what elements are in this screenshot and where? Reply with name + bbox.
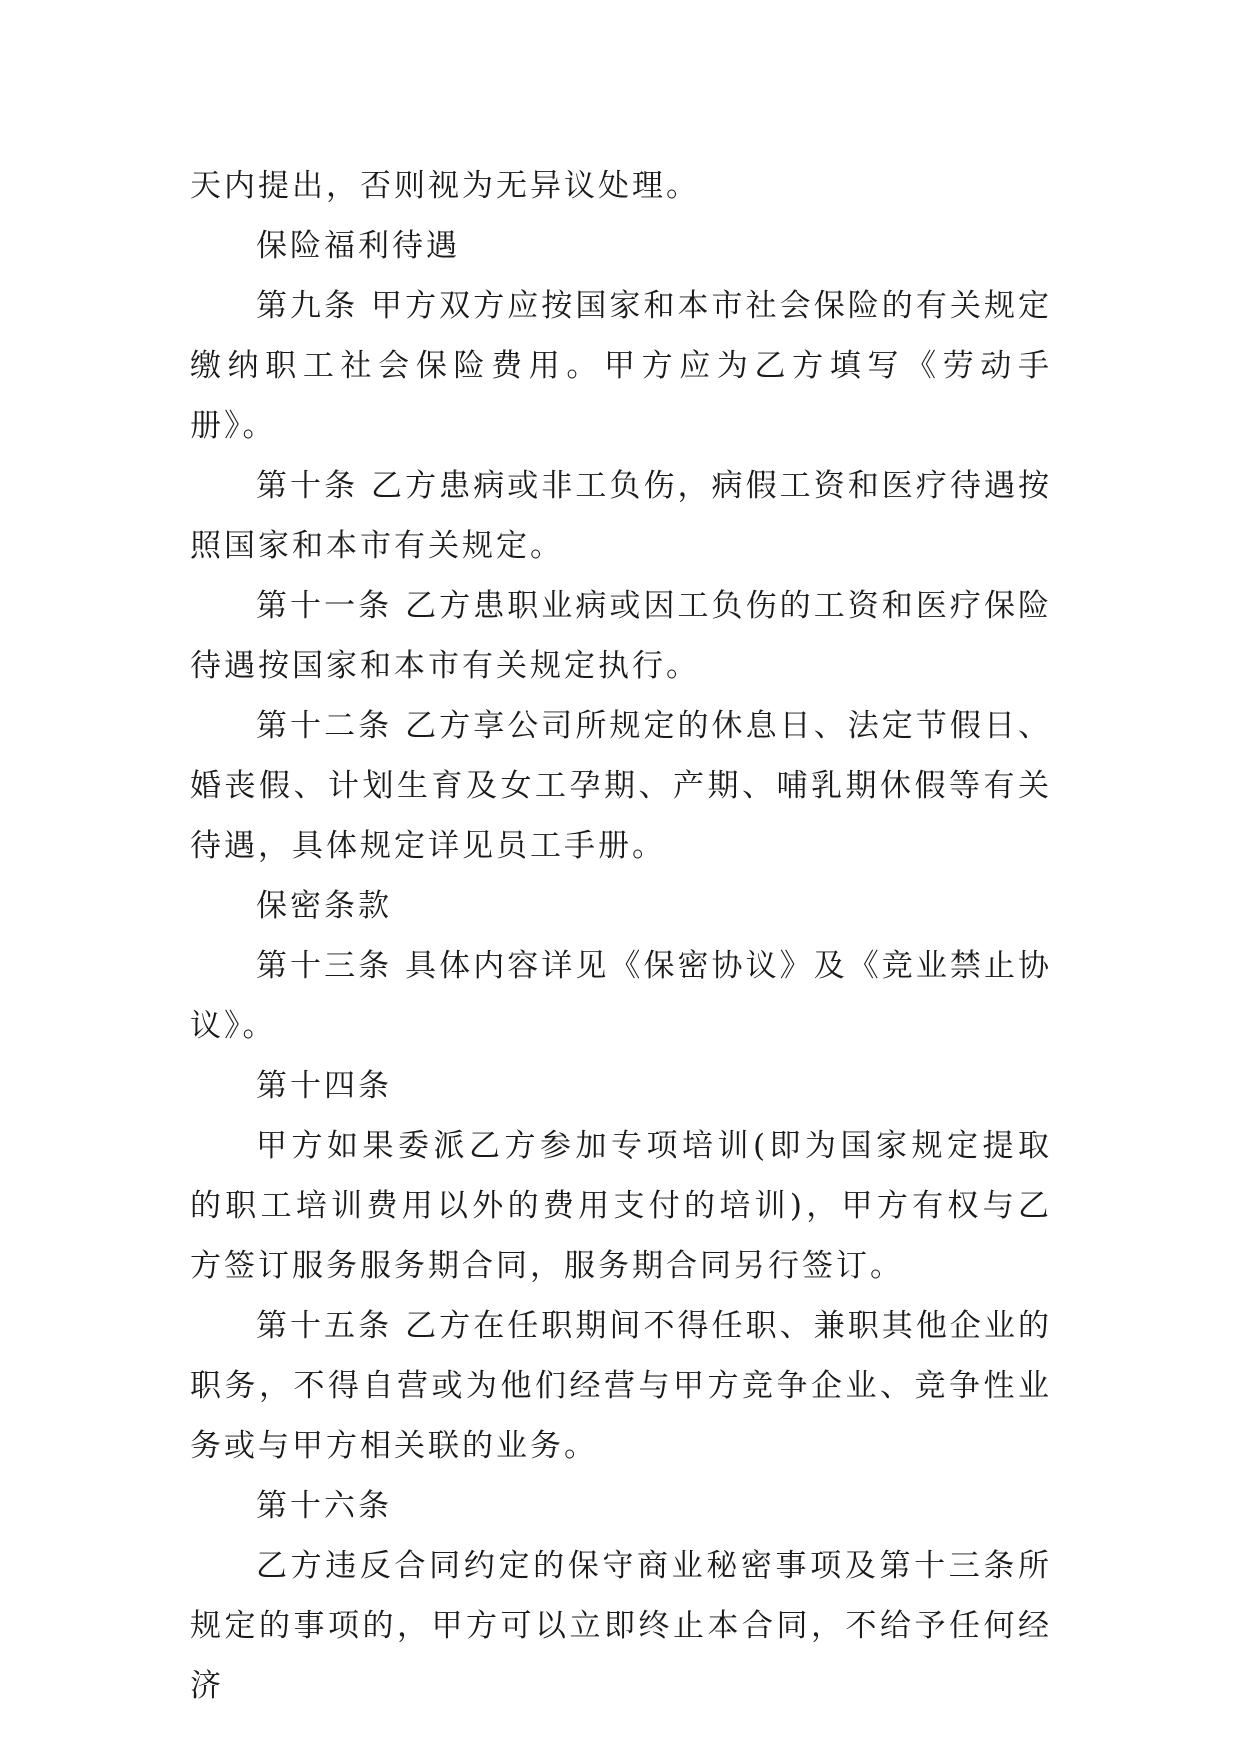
article-16-body: 乙方违反合同约定的保守商业秘密事项及第十三条所规定的事项的，甲方可以立即终止本合同，不给予任何经济: [190, 1548, 1052, 1704]
article-12: 第十二条 乙方享公司所规定的休息日、法定节假日、婚丧假、计划生育及女工孕期、产期、哺乳期休假等有关待遇，具体规定详见员工手册。: [190, 708, 1052, 864]
section-heading-confidentiality: 保密条款: [256, 888, 392, 924]
section-heading-insurance-benefits: 保险福利待遇: [256, 228, 460, 264]
article-9: 第九条 甲方双方应按国家和本市社会保险的有关规定缴纳职工社会保险费用。甲方应为乙方填写《劳动手册》。: [190, 288, 1052, 444]
paragraph-continuation: 天内提出，否则视为无异议处理。: [190, 168, 700, 204]
document-body: [190, 156, 1052, 1716]
article-10: 第十条 乙方患病或非工负伤，病假工资和医疗待遇按照国家和本市有关规定。: [190, 468, 1052, 564]
article-14-body: 甲方如果委派乙方参加专项培训(即为国家规定提取的职工培训费用以外的费用支付的培训)，甲方有权与乙方签订服务服务期合同，服务期合同另行签订。: [190, 1128, 1052, 1284]
article-15: 第十五条 乙方在任职期间不得任职、兼职其他企业的职务，不得自营或为他们经营与甲方竞争企业、竞争性业务或与甲方相关联的业务。: [190, 1308, 1052, 1464]
article-14-heading: 第十四条: [256, 1068, 392, 1104]
article-13: 第十三条 具体内容详见《保密协议》及《竞业禁止协议》。: [190, 948, 1052, 1044]
article-16-heading: 第十六条: [256, 1488, 392, 1524]
article-11: 第十一条 乙方患职业病或因工负伤的工资和医疗保险待遇按国家和本市有关规定执行。: [190, 588, 1052, 684]
